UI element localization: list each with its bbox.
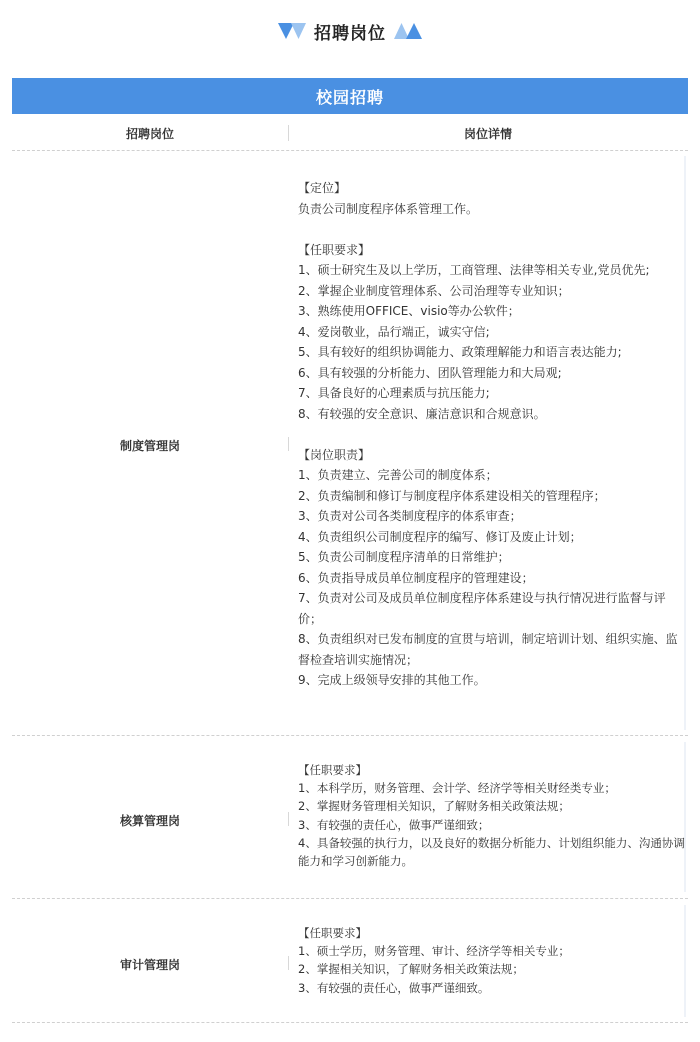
detail-line: 9、完成上级领导安排的其他工作。: [298, 673, 486, 687]
column-header-position: 招聘岗位: [125, 126, 174, 141]
column-separator: [288, 956, 289, 970]
detail-line: 5、具有较好的组织协调能力、政策理解能力和语言表达能力;: [298, 345, 622, 359]
detail-line: 【任职要求】: [298, 763, 367, 777]
detail-line: 7、负责对公司及成员单位制度程序体系建设与执行情况进行监督与评价；: [298, 591, 666, 626]
detail-line: 1、硕士研究生及以上学历，工商管理、法律等相关专业,党员优先;: [298, 263, 650, 277]
detail-line: 6、具有较强的分析能力、团队管理能力和大局观;: [298, 365, 562, 380]
detail-line: 8、负责组织对已发布制度的宣贯与培训，制定培训计划、组织实施、监督检查培训实施情况；: [298, 632, 678, 667]
detail-line: 1、负责建立、完善公司的制度体系；: [298, 468, 498, 482]
detail-line: 【任职要求】: [298, 926, 367, 940]
detail-line: 5、负责公司制度程序清单的日常维护；: [298, 550, 510, 564]
detail-line: 1、本科学历，财务管理、会计学、经济学等相关财经类专业；: [298, 781, 616, 796]
triangle-up-icon: [394, 23, 422, 39]
detail-line: 负责公司制度程序体系管理工作。: [298, 201, 479, 216]
detail-line: 3、有较强的责任心，做事严谨细致。: [298, 980, 490, 995]
page-title: 招聘岗位: [314, 23, 386, 44]
detail-line: 2、掌握财务管理相关知识，了解财务相关政策法规；: [298, 799, 570, 814]
triangle-down-icon: [278, 23, 306, 39]
detail-line: 1、硕士学历，财务管理、审计、经济学等相关专业；: [298, 944, 570, 959]
section-header: 校园招聘: [12, 78, 688, 114]
detail-line: 【岗位职责】: [298, 447, 371, 462]
column-separator: [288, 812, 289, 826]
position-details: [298, 178, 686, 691]
position-details: [298, 924, 686, 997]
detail-line: 2、负责编制和修订与制度程序体系建设相关的管理程序；: [298, 488, 606, 503]
column-header-details: 岗位详情: [463, 126, 512, 141]
row-divider: [12, 150, 688, 151]
detail-line: 4、负责组织公司制度程序的编写、修订及废止计划；: [298, 529, 582, 544]
detail-line: 2、掌握企业制度管理体系、公司治理等专业知识；: [298, 283, 570, 298]
detail-line: 8、有较强的安全意识、廉洁意识和合规意识。: [298, 406, 546, 421]
detail-line: 3、有较强的责任心，做事严谨细致；: [298, 817, 490, 832]
position-name: 制度管理岗: [119, 439, 180, 453]
detail-line: 3、负责对公司各类制度程序的体系审查；: [298, 509, 522, 523]
row-divider: [12, 1022, 688, 1023]
detail-line: 7、具备良好的心理素质与抗压能力;: [298, 386, 490, 400]
detail-line: 2、掌握相关知识，了解财务相关政策法规；: [298, 962, 524, 977]
title-bar: [0, 16, 700, 46]
row-divider: [12, 735, 688, 736]
detail-line: 4、具备较强的执行力，以及良好的数据分析能力、计划组织能力、沟通协调能力和学习创新能力。: [298, 835, 685, 869]
row-divider: [12, 898, 688, 899]
position-details: [298, 761, 686, 870]
detail-line: 【任职要求】: [298, 242, 371, 257]
detail-line: 【定位】: [298, 181, 347, 195]
detail-line: 4、爱岗敬业，品行端正，诚实守信;: [298, 324, 490, 339]
detail-line: 6、负责指导成员单位制度程序的管理建设；: [298, 570, 534, 585]
detail-line: 3、熟练使用OFFICE、visio等办公软件；: [298, 304, 520, 318]
position-name: 审计管理岗: [119, 958, 180, 972]
position-name: 核算管理岗: [119, 814, 180, 828]
spacer: [298, 219, 686, 240]
column-separator: [288, 437, 289, 451]
spacer: [298, 424, 686, 445]
